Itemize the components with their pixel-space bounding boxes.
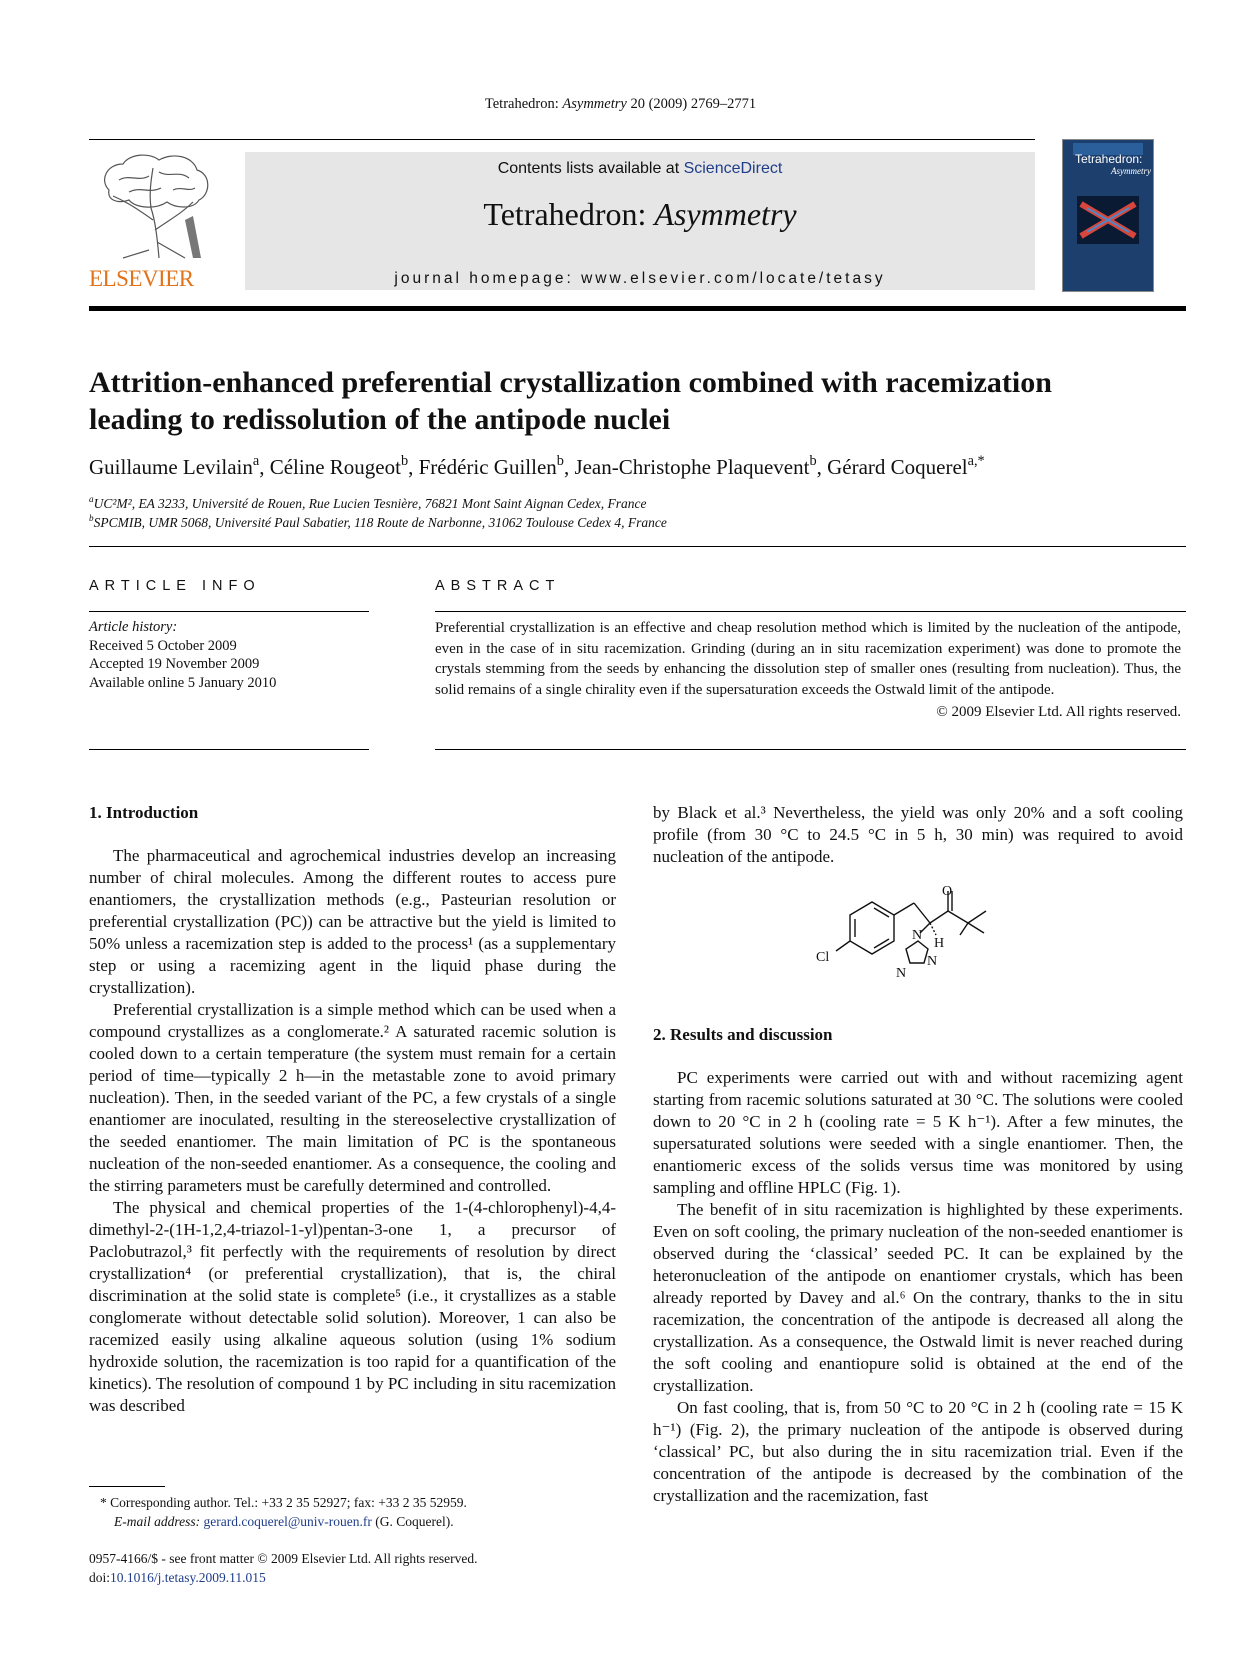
journal-cover <box>1062 139 1154 292</box>
accepted-date: Accepted 19 November 2009 <box>89 656 260 672</box>
front-matter <box>89 1550 649 1587</box>
corresponding-footnote <box>100 1494 620 1531</box>
article-info-rule <box>89 611 369 612</box>
introduction-heading: 1. Introduction <box>89 803 199 822</box>
doi-label: doi: <box>89 1569 111 1585</box>
affiliation-mark: b <box>89 513 94 524</box>
compound-1-structure <box>810 875 1030 995</box>
email-suffix: (G. Coquerel). <box>371 1513 454 1529</box>
abstract-rule <box>435 611 1186 612</box>
sciencedirect-link[interactable]: ScienceDirect <box>683 160 783 177</box>
issn-line: 0957-4166/$ - see front matter © 2009 Elsevier Ltd. All rights reserved. <box>89 1551 478 1566</box>
affiliation-text: UC²M², EA 3233, Université de Rouen, Rue Lucien Tesnière, 76821 Mont Saint Aignan Cedex, France <box>93 496 647 511</box>
right-column-top <box>653 802 1183 868</box>
author-name: Gérard Coquerel <box>827 455 968 479</box>
abstract-copyright: © 2009 Elsevier Ltd. All rights reserved. <box>936 704 1181 720</box>
hydrogen-label: H <box>934 936 945 951</box>
citation-journal: Asymmetry <box>562 96 627 112</box>
journal-name-italic: Asymmetry <box>654 196 797 232</box>
author-list: Guillaume Levilain$^a$, Céline Rougeot$^b$, Frédéric Guillen$^b$, Jean-Christophe Plaquevent$^b$, Gérard Coquerel$^{a,*}$ <box>89 453 985 479</box>
right-column-bottom <box>653 1024 1183 1507</box>
article-history <box>89 618 276 692</box>
title-line-1: Attrition-enhanced preferential crystallization combined with racemization <box>89 366 1052 399</box>
contents-line <box>245 160 1035 178</box>
intro-paragraph: Preferential crystallization is a simple method which can be used when a compound crystallizes as a conglomerate.² A saturated racemic solution is cooled down to a certain temperature (the system must remain for a certain period of time—typically 2 h—in the metastable zone to avoid primary nucleation). Then, in the seeded variant of the PC, a few crystals of a single enantiomer are inoculated, resulting in the stereoselective crystallization of the seeded enantiomer. The main limitation of PC is the spontaneous nucleation of the non-seeded enantiomer. As a consequence, the cooling and the stirring parameters must be carefully determined and controlled. <box>89 1000 616 1195</box>
affiliation-a <box>89 496 646 512</box>
history-label: Article history: <box>89 619 178 635</box>
article-info-heading: ARTICLE INFO <box>89 578 261 594</box>
footnote-rule <box>89 1486 165 1487</box>
nitrogen-label: N <box>912 928 923 943</box>
citation-suffix: 20 (2009) 2769–2771 <box>626 96 757 112</box>
nitrogen-label: N <box>896 966 907 981</box>
results-paragraph: The benefit of in situ racemization is highlighted by these experiments. Even on soft cooling, the primary nucleation of the non-seeded enantiomer is observed during the ‘classical’ seeded PC. It can be explained by the heteronucleation of the antipode on enantiomer crystals, which has been already reported by Davey and al.⁶ On the contrary, thanks to the in situ racemization, the concentration of the antipode is decreased all along the crystallization. As a consequence, the Ostwald limit is never reached during the soft cooling and enantiopure solid is obtained at the end of the crystallization. <box>653 1200 1183 1395</box>
journal-banner <box>245 152 1035 290</box>
cover-subtitle: Asymmetry <box>1111 166 1151 176</box>
elsevier-logo <box>89 150 217 290</box>
abstract-text: Preferential crystallization is an effective and cheap resolution method which is limited by the nucleation of the antipode, even in the case of in situ racemization. Grinding (during an in situ racemization experiment) was done to promote the crystals stemming from the seeds by enhancing the dissolution step of smaller ones (resulting from nucleation). Thus, the solid remains of a single chirality even if the supersaturation exceeds the Ostwald limit of the antipode. <box>435 620 1181 698</box>
journal-name-prefix: Tetrahedron: <box>483 196 655 232</box>
contents-prefix: Contents lists available at <box>497 160 684 177</box>
masthead-rule <box>89 306 1186 311</box>
results-paragraph: PC experiments were carried out with and without racemizing agent starting from racemic solutions saturated at 30 °C. The solutions were cooled down to 20 °C in 2 h (cooling rate = 5 K h⁻¹). After a few minutes, the supersaturated solutions were seeded with a single enantiomer. Then, the enantiomeric excess of the solids versus time was monitored by using sampling and offline HPLC (Fig. 1). <box>653 1068 1183 1197</box>
journal-citation <box>0 96 1241 113</box>
author-affiliation-mark: b <box>400 453 409 470</box>
author-affiliation-mark: a <box>252 453 260 470</box>
author-name: Céline Rougeot <box>269 455 401 479</box>
corresponding-author: * Corresponding author. Tel.: +33 2 35 52927; fax: +33 2 35 52959. <box>100 1495 467 1510</box>
author-affiliation-mark: b <box>809 453 817 470</box>
affiliation-b <box>89 515 667 531</box>
article-title <box>89 364 1189 438</box>
doi-link[interactable]: 10.1016/j.tetasy.2009.11.015 <box>110 1569 266 1585</box>
author-name: Jean-Christophe Plaquevent <box>574 455 810 479</box>
email-link[interactable]: gerard.coquerel@univ-rouen.fr <box>203 1513 372 1529</box>
citation-prefix: Tetrahedron: <box>484 96 563 112</box>
journal-name <box>245 196 1035 233</box>
title-line-2: leading to redissolution of the antipode nuclei <box>89 403 671 436</box>
oxygen-label: O <box>942 884 953 899</box>
abstract-heading: ABSTRACT <box>435 578 561 594</box>
author-affiliation-mark: b <box>556 453 564 470</box>
affiliation-rule <box>89 546 1186 547</box>
intro-paragraph: The pharmaceutical and agrochemical industries develop an increasing number of chiral molecules. Among the different routes to access pure enantiomers, the crystallization methods (e.g., Pasteurian resolution or preferential crystallization (PC)) can be attractive but the yield is limited to 50% unless a racemization step is added to the process¹ (as a supplementary step or using a racemizing agent in the liquid phase during the crystallization). <box>89 846 616 997</box>
journal-homepage-link[interactable]: journal homepage: www.elsevier.com/locate/tetasy <box>394 270 886 287</box>
cover-graphic-icon <box>1077 196 1139 244</box>
intro-paragraph: The physical and chemical properties of the 1-(4-chlorophenyl)-4,4-dimethyl-2-(1H-1,2,4-triazol-1-yl)pentan-3-one 1, a precursor of Paclobutrazol,³ fit perfectly with the requirements of resolution by direct crystallization⁴ (or preferential crystallization), that is, the chiral discrimination at the solid state is complete⁵ (i.e., it crystallizes as a stable conglomerate without detectable solid solution). Moreover, 1 can also be racemized easily using alkaline aqueous solution (using 1% sodium hydroxide solution, the racemization is too rapid for a quantification of the kinetics). The resolution of compound 1 by PC including in situ racemization was described <box>89 1198 616 1415</box>
affiliation-mark: a <box>89 494 94 505</box>
elsevier-wordmark: ELSEVIER <box>89 266 194 291</box>
header-rule <box>89 139 1035 140</box>
received-date: Received 5 October 2009 <box>89 637 237 654</box>
author-affiliation-mark: a,* <box>967 453 985 470</box>
results-paragraph: On fast cooling, that is, from 50 °C to 20 °C in 2 h (cooling rate = 15 K h⁻¹) (Fig. 2), the primary nucleation of the antipode is observed during ‘classical’ PC, but also during the in situ racemization trial. Even if the concentration of the antipode is decreased by the combination of the crystallization and the racemization, fast <box>653 1398 1183 1505</box>
tree-icon <box>89 150 217 262</box>
results-heading: 2. Results and discussion <box>653 1025 833 1044</box>
affiliation-text: SPCMIB, UMR 5068, Université Paul Sabatier, 118 Route de Narbonne, 31062 Toulouse Cedex 4, France <box>93 515 667 530</box>
abstract-body <box>435 618 1181 723</box>
nitrogen-label: N <box>927 954 938 969</box>
left-column <box>89 802 616 1417</box>
online-date: Available online 5 January 2010 <box>89 674 277 691</box>
author-name: Guillaume Levilain <box>89 455 253 479</box>
article-info-bottom-rule <box>89 749 369 750</box>
cover-title: Tetrahedron: <box>1075 152 1143 166</box>
right-paragraph: by Black et al.³ Nevertheless, the yield was only 20% and a soft cooling profile (from 30 °C to 24.5 °C in 5 h, 30 min) was required to avoid nucleation of the antipode. <box>653 803 1183 866</box>
abstract-bottom-rule <box>435 749 1186 750</box>
chlorine-label: Cl <box>816 950 830 965</box>
email-label: E-mail address: <box>114 1513 204 1529</box>
author-name: Frédéric Guillen <box>418 455 557 479</box>
